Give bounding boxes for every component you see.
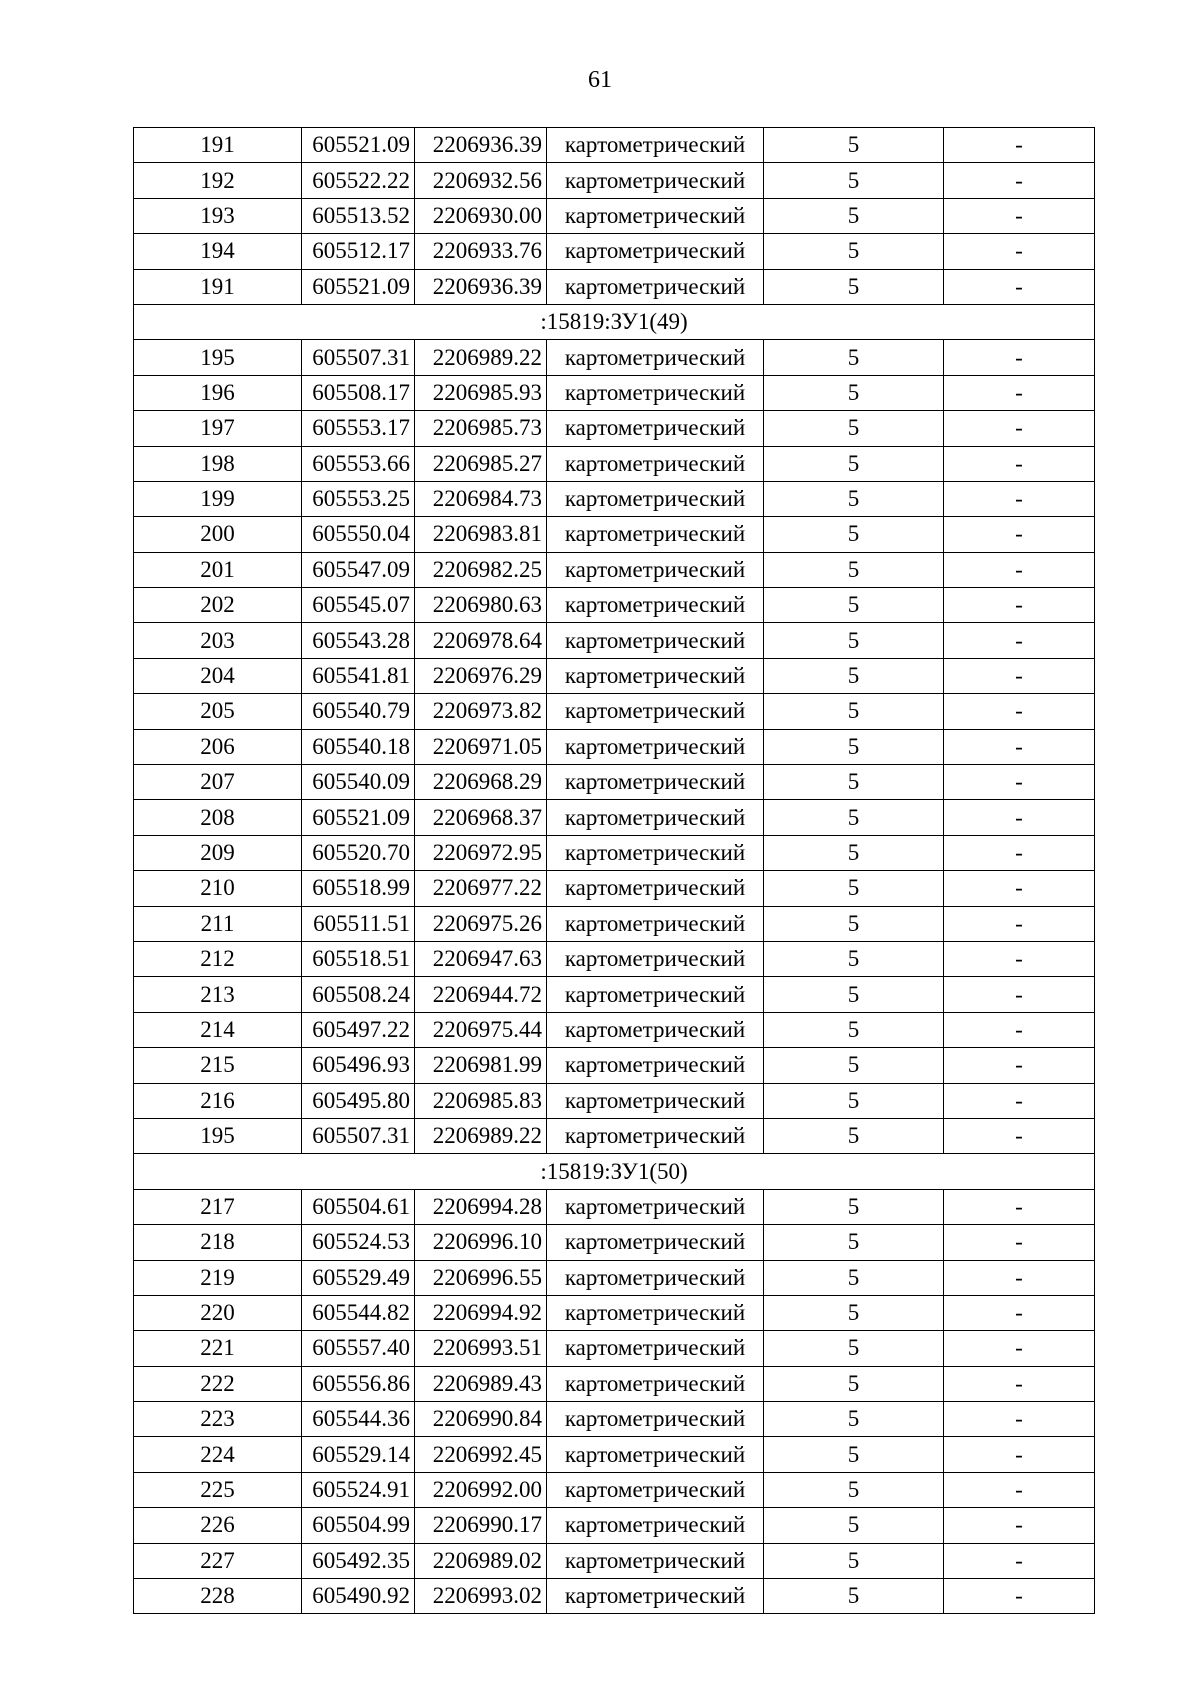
accuracy-cell: 5 (764, 1472, 944, 1507)
y-coordinate-cell: 2206989.43 (415, 1366, 547, 1401)
x-coordinate-cell: 605545.07 (302, 588, 415, 623)
description-cell: - (944, 517, 1095, 552)
x-coordinate-cell: 605507.31 (302, 1118, 415, 1153)
method-cell: картометрический (547, 729, 764, 764)
point-number-cell: 227 (134, 1543, 302, 1578)
accuracy-cell: 5 (764, 1402, 944, 1437)
table-row (134, 446, 1095, 481)
accuracy-cell: 5 (764, 906, 944, 941)
description-cell: - (944, 765, 1095, 800)
point-number-cell: 196 (134, 375, 302, 410)
method-cell: картометрический (547, 128, 764, 163)
description-cell: - (944, 694, 1095, 729)
description-cell: - (944, 552, 1095, 587)
x-coordinate-cell: 605544.82 (302, 1295, 415, 1330)
description-cell: - (944, 1225, 1095, 1260)
y-coordinate-cell: 2206976.29 (415, 658, 547, 693)
description-cell: - (944, 163, 1095, 198)
x-coordinate-cell: 605490.92 (302, 1579, 415, 1614)
method-cell: картометрический (547, 1331, 764, 1366)
point-number-cell: 203 (134, 623, 302, 658)
y-coordinate-cell: 2206984.73 (415, 481, 547, 516)
y-coordinate-cell: 2206992.00 (415, 1472, 547, 1507)
accuracy-cell: 5 (764, 800, 944, 835)
x-coordinate-cell: 605520.70 (302, 835, 415, 870)
accuracy-cell: 5 (764, 1048, 944, 1083)
description-cell: - (944, 1048, 1095, 1083)
y-coordinate-cell: 2206930.00 (415, 198, 547, 233)
y-coordinate-cell: 2206933.76 (415, 234, 547, 269)
point-number-cell: 213 (134, 977, 302, 1012)
table-row (134, 1260, 1095, 1295)
table-row (134, 552, 1095, 587)
accuracy-cell: 5 (764, 1118, 944, 1153)
table-row (134, 1366, 1095, 1401)
accuracy-cell: 5 (764, 835, 944, 870)
description-cell: - (944, 1189, 1095, 1224)
point-number-cell: 217 (134, 1189, 302, 1224)
method-cell: картометрический (547, 835, 764, 870)
table-row (134, 1472, 1095, 1507)
table-row (134, 977, 1095, 1012)
description-cell: - (944, 269, 1095, 304)
accuracy-cell: 5 (764, 128, 944, 163)
y-coordinate-cell: 2206968.29 (415, 765, 547, 800)
y-coordinate-cell: 2206985.73 (415, 411, 547, 446)
table-row (134, 623, 1095, 658)
table-row (134, 269, 1095, 304)
y-coordinate-cell: 2206932.56 (415, 163, 547, 198)
description-cell: - (944, 1083, 1095, 1118)
x-coordinate-cell: 605553.17 (302, 411, 415, 446)
table-row (134, 375, 1095, 410)
point-number-cell: 224 (134, 1437, 302, 1472)
table-row (134, 234, 1095, 269)
point-number-cell: 211 (134, 906, 302, 941)
method-cell: картометрический (547, 198, 764, 233)
method-cell: картометрический (547, 800, 764, 835)
section-title: :15819:ЗУ1(49) (134, 304, 1095, 339)
point-number-cell: 216 (134, 1083, 302, 1118)
y-coordinate-cell: 2206993.51 (415, 1331, 547, 1366)
point-number-cell: 207 (134, 765, 302, 800)
point-number-cell: 225 (134, 1472, 302, 1507)
accuracy-cell: 5 (764, 198, 944, 233)
x-coordinate-cell: 605524.91 (302, 1472, 415, 1507)
point-number-cell: 228 (134, 1579, 302, 1614)
coordinates-table-body (134, 128, 1095, 1614)
accuracy-cell: 5 (764, 552, 944, 587)
description-cell: - (944, 1472, 1095, 1507)
accuracy-cell: 5 (764, 941, 944, 976)
method-cell: картометрический (547, 481, 764, 516)
method-cell: картометрический (547, 977, 764, 1012)
y-coordinate-cell: 2206947.63 (415, 941, 547, 976)
method-cell: картометрический (547, 871, 764, 906)
point-number-cell: 214 (134, 1012, 302, 1047)
point-number-cell: 199 (134, 481, 302, 516)
table-row (134, 1437, 1095, 1472)
x-coordinate-cell: 605507.31 (302, 340, 415, 375)
accuracy-cell: 5 (764, 1331, 944, 1366)
x-coordinate-cell: 605553.25 (302, 481, 415, 516)
description-cell: - (944, 1012, 1095, 1047)
description-cell: - (944, 1579, 1095, 1614)
accuracy-cell: 5 (764, 1260, 944, 1295)
point-number-cell: 215 (134, 1048, 302, 1083)
method-cell: картометрический (547, 941, 764, 976)
table-row (134, 1048, 1095, 1083)
y-coordinate-cell: 2206985.27 (415, 446, 547, 481)
y-coordinate-cell: 2206975.44 (415, 1012, 547, 1047)
x-coordinate-cell: 605508.24 (302, 977, 415, 1012)
accuracy-cell: 5 (764, 588, 944, 623)
method-cell: картометрический (547, 1508, 764, 1543)
method-cell: картометрический (547, 517, 764, 552)
accuracy-cell: 5 (764, 729, 944, 764)
x-coordinate-cell: 605540.79 (302, 694, 415, 729)
accuracy-cell: 5 (764, 1012, 944, 1047)
x-coordinate-cell: 605540.18 (302, 729, 415, 764)
y-coordinate-cell: 2206989.02 (415, 1543, 547, 1578)
method-cell: картометрический (547, 765, 764, 800)
y-coordinate-cell: 2206985.93 (415, 375, 547, 410)
point-number-cell: 209 (134, 835, 302, 870)
point-number-cell: 202 (134, 588, 302, 623)
x-coordinate-cell: 605547.09 (302, 552, 415, 587)
method-cell: картометрический (547, 1189, 764, 1224)
table-row (134, 658, 1095, 693)
y-coordinate-cell: 2206981.99 (415, 1048, 547, 1083)
point-number-cell: 219 (134, 1260, 302, 1295)
accuracy-cell: 5 (764, 517, 944, 552)
y-coordinate-cell: 2206990.84 (415, 1402, 547, 1437)
point-number-cell: 191 (134, 269, 302, 304)
point-number-cell: 197 (134, 411, 302, 446)
table-row (134, 729, 1095, 764)
table-row (134, 871, 1095, 906)
description-cell: - (944, 481, 1095, 516)
method-cell: картометрический (547, 623, 764, 658)
y-coordinate-cell: 2206990.17 (415, 1508, 547, 1543)
y-coordinate-cell: 2206993.02 (415, 1579, 547, 1614)
y-coordinate-cell: 2206982.25 (415, 552, 547, 587)
description-cell: - (944, 800, 1095, 835)
section-header-row (134, 304, 1095, 339)
y-coordinate-cell: 2206994.28 (415, 1189, 547, 1224)
description-cell: - (944, 623, 1095, 658)
method-cell: картометрический (547, 1402, 764, 1437)
accuracy-cell: 5 (764, 1295, 944, 1330)
description-cell: - (944, 1118, 1095, 1153)
y-coordinate-cell: 2206985.83 (415, 1083, 547, 1118)
x-coordinate-cell: 605522.22 (302, 163, 415, 198)
description-cell: - (944, 198, 1095, 233)
x-coordinate-cell: 605513.52 (302, 198, 415, 233)
description-cell: - (944, 234, 1095, 269)
description-cell: - (944, 871, 1095, 906)
description-cell: - (944, 411, 1095, 446)
table-row (134, 800, 1095, 835)
description-cell: - (944, 340, 1095, 375)
x-coordinate-cell: 605512.17 (302, 234, 415, 269)
description-cell: - (944, 1437, 1095, 1472)
x-coordinate-cell: 605504.61 (302, 1189, 415, 1224)
x-coordinate-cell: 605553.66 (302, 446, 415, 481)
x-coordinate-cell: 605544.36 (302, 1402, 415, 1437)
table-row (134, 835, 1095, 870)
description-cell: - (944, 977, 1095, 1012)
accuracy-cell: 5 (764, 234, 944, 269)
accuracy-cell: 5 (764, 623, 944, 658)
method-cell: картометрический (547, 1366, 764, 1401)
point-number-cell: 204 (134, 658, 302, 693)
x-coordinate-cell: 605529.49 (302, 1260, 415, 1295)
table-row (134, 340, 1095, 375)
accuracy-cell: 5 (764, 375, 944, 410)
table-row (134, 1508, 1095, 1543)
method-cell: картометрический (547, 1048, 764, 1083)
x-coordinate-cell: 605521.09 (302, 128, 415, 163)
method-cell: картометрический (547, 552, 764, 587)
point-number-cell: 212 (134, 941, 302, 976)
x-coordinate-cell: 605518.51 (302, 941, 415, 976)
method-cell: картометрический (547, 163, 764, 198)
y-coordinate-cell: 2206980.63 (415, 588, 547, 623)
point-number-cell: 200 (134, 517, 302, 552)
method-cell: картометрический (547, 1543, 764, 1578)
method-cell: картометрический (547, 694, 764, 729)
point-number-cell: 220 (134, 1295, 302, 1330)
y-coordinate-cell: 2206996.55 (415, 1260, 547, 1295)
point-number-cell: 226 (134, 1508, 302, 1543)
point-number-cell: 208 (134, 800, 302, 835)
y-coordinate-cell: 2206936.39 (415, 128, 547, 163)
accuracy-cell: 5 (764, 1508, 944, 1543)
table-row (134, 906, 1095, 941)
description-cell: - (944, 128, 1095, 163)
accuracy-cell: 5 (764, 694, 944, 729)
accuracy-cell: 5 (764, 446, 944, 481)
x-coordinate-cell: 605497.22 (302, 1012, 415, 1047)
point-number-cell: 205 (134, 694, 302, 729)
method-cell: картометрический (547, 1472, 764, 1507)
accuracy-cell: 5 (764, 340, 944, 375)
table-row (134, 1012, 1095, 1047)
point-number-cell: 193 (134, 198, 302, 233)
description-cell: - (944, 446, 1095, 481)
accuracy-cell: 5 (764, 658, 944, 693)
method-cell: картометрический (547, 588, 764, 623)
method-cell: картометрический (547, 446, 764, 481)
point-number-cell: 223 (134, 1402, 302, 1437)
y-coordinate-cell: 2206977.22 (415, 871, 547, 906)
description-cell: - (944, 1508, 1095, 1543)
point-number-cell: 218 (134, 1225, 302, 1260)
table-row (134, 941, 1095, 976)
point-number-cell: 198 (134, 446, 302, 481)
description-cell: - (944, 375, 1095, 410)
x-coordinate-cell: 605556.86 (302, 1366, 415, 1401)
x-coordinate-cell: 605496.93 (302, 1048, 415, 1083)
y-coordinate-cell: 2206978.64 (415, 623, 547, 658)
table-row (134, 1402, 1095, 1437)
accuracy-cell: 5 (764, 1543, 944, 1578)
description-cell: - (944, 588, 1095, 623)
method-cell: картометрический (547, 234, 764, 269)
accuracy-cell: 5 (764, 871, 944, 906)
description-cell: - (944, 835, 1095, 870)
point-number-cell: 210 (134, 871, 302, 906)
description-cell: - (944, 1260, 1095, 1295)
table-row (134, 765, 1095, 800)
accuracy-cell: 5 (764, 1083, 944, 1118)
method-cell: картометрический (547, 906, 764, 941)
table-row (134, 1083, 1095, 1118)
x-coordinate-cell: 605521.09 (302, 269, 415, 304)
y-coordinate-cell: 2206973.82 (415, 694, 547, 729)
point-number-cell: 201 (134, 552, 302, 587)
x-coordinate-cell: 605492.35 (302, 1543, 415, 1578)
point-number-cell: 206 (134, 729, 302, 764)
method-cell: картометрический (547, 375, 764, 410)
method-cell: картометрический (547, 1437, 764, 1472)
table-row (134, 694, 1095, 729)
point-number-cell: 195 (134, 340, 302, 375)
method-cell: картометрический (547, 658, 764, 693)
y-coordinate-cell: 2206996.10 (415, 1225, 547, 1260)
point-number-cell: 221 (134, 1331, 302, 1366)
y-coordinate-cell: 2206994.92 (415, 1295, 547, 1330)
description-cell: - (944, 1331, 1095, 1366)
table-row (134, 128, 1095, 163)
description-cell: - (944, 906, 1095, 941)
x-coordinate-cell: 605508.17 (302, 375, 415, 410)
y-coordinate-cell: 2206989.22 (415, 1118, 547, 1153)
point-number-cell: 192 (134, 163, 302, 198)
x-coordinate-cell: 605557.40 (302, 1331, 415, 1366)
x-coordinate-cell: 605540.09 (302, 765, 415, 800)
table-row (134, 1331, 1095, 1366)
method-cell: картометрический (547, 1118, 764, 1153)
accuracy-cell: 5 (764, 163, 944, 198)
y-coordinate-cell: 2206989.22 (415, 340, 547, 375)
y-coordinate-cell: 2206936.39 (415, 269, 547, 304)
section-header-row (134, 1154, 1095, 1189)
x-coordinate-cell: 605529.14 (302, 1437, 415, 1472)
description-cell: - (944, 1366, 1095, 1401)
y-coordinate-cell: 2206971.05 (415, 729, 547, 764)
x-coordinate-cell: 605543.28 (302, 623, 415, 658)
x-coordinate-cell: 605495.80 (302, 1083, 415, 1118)
accuracy-cell: 5 (764, 1225, 944, 1260)
accuracy-cell: 5 (764, 269, 944, 304)
accuracy-cell: 5 (764, 411, 944, 446)
y-coordinate-cell: 2206972.95 (415, 835, 547, 870)
method-cell: картометрический (547, 269, 764, 304)
x-coordinate-cell: 605511.51 (302, 906, 415, 941)
description-cell: - (944, 1543, 1095, 1578)
method-cell: картометрический (547, 1225, 764, 1260)
method-cell: картометрический (547, 411, 764, 446)
x-coordinate-cell: 605541.81 (302, 658, 415, 693)
point-number-cell: 222 (134, 1366, 302, 1401)
x-coordinate-cell: 605518.99 (302, 871, 415, 906)
method-cell: картометрический (547, 1260, 764, 1295)
accuracy-cell: 5 (764, 1579, 944, 1614)
method-cell: картометрический (547, 1579, 764, 1614)
x-coordinate-cell: 605521.09 (302, 800, 415, 835)
table-row (134, 1543, 1095, 1578)
accuracy-cell: 5 (764, 1366, 944, 1401)
table-row (134, 1189, 1095, 1224)
method-cell: картометрический (547, 1012, 764, 1047)
accuracy-cell: 5 (764, 1437, 944, 1472)
x-coordinate-cell: 605550.04 (302, 517, 415, 552)
y-coordinate-cell: 2206944.72 (415, 977, 547, 1012)
description-cell: - (944, 1295, 1095, 1330)
x-coordinate-cell: 605524.53 (302, 1225, 415, 1260)
accuracy-cell: 5 (764, 1189, 944, 1224)
page-number: 61 (588, 67, 612, 93)
table-row (134, 1579, 1095, 1614)
y-coordinate-cell: 2206992.45 (415, 1437, 547, 1472)
description-cell: - (944, 941, 1095, 976)
description-cell: - (944, 658, 1095, 693)
y-coordinate-cell: 2206968.37 (415, 800, 547, 835)
table-row (134, 588, 1095, 623)
point-number-cell: 195 (134, 1118, 302, 1153)
table-row (134, 411, 1095, 446)
table-row (134, 1225, 1095, 1260)
table-row (134, 517, 1095, 552)
accuracy-cell: 5 (764, 977, 944, 1012)
x-coordinate-cell: 605504.99 (302, 1508, 415, 1543)
description-cell: - (944, 1402, 1095, 1437)
table-row (134, 198, 1095, 233)
description-cell: - (944, 729, 1095, 764)
accuracy-cell: 5 (764, 481, 944, 516)
point-number-cell: 194 (134, 234, 302, 269)
table-row (134, 1295, 1095, 1330)
table-row (134, 1118, 1095, 1153)
accuracy-cell: 5 (764, 765, 944, 800)
table-row (134, 163, 1095, 198)
table-row (134, 481, 1095, 516)
method-cell: картометрический (547, 1295, 764, 1330)
method-cell: картометрический (547, 1083, 764, 1118)
y-coordinate-cell: 2206983.81 (415, 517, 547, 552)
point-number-cell: 191 (134, 128, 302, 163)
coordinates-table (133, 127, 1095, 1614)
y-coordinate-cell: 2206975.26 (415, 906, 547, 941)
section-title: :15819:ЗУ1(50) (134, 1154, 1095, 1189)
method-cell: картометрический (547, 340, 764, 375)
